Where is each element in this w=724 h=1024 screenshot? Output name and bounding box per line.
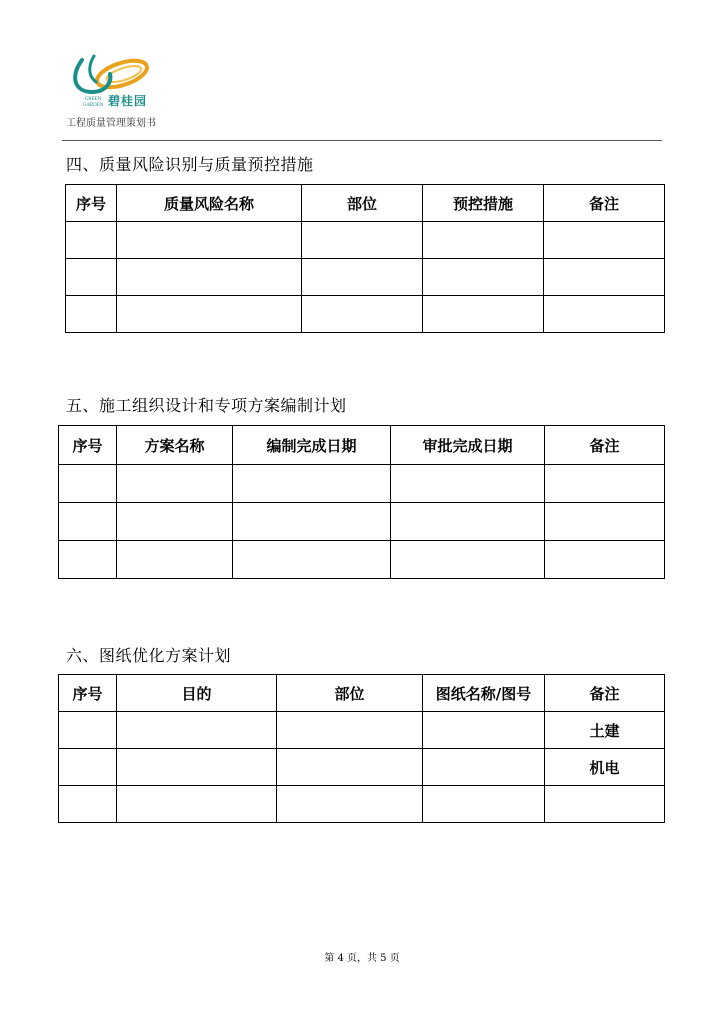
column-header: 序号 (59, 675, 117, 712)
risk-control-table (65, 184, 665, 333)
column-header: 图纸名称/图号 (423, 675, 545, 712)
header-divider (62, 140, 662, 141)
table-row (66, 259, 665, 296)
table-cell (423, 296, 544, 333)
column-header: 预控措施 (423, 185, 544, 222)
table-header-row (66, 185, 665, 222)
table-row (59, 503, 665, 541)
column-header: 备注 (544, 185, 665, 222)
brand-english-line-2: GARDEN (82, 103, 104, 108)
column-header: 序号 (59, 426, 117, 465)
table-cell (423, 712, 545, 749)
table-cell (117, 465, 233, 503)
table-cell (117, 296, 302, 333)
table-cell (117, 259, 302, 296)
construction-plan-table (58, 425, 665, 579)
column-header: 审批完成日期 (391, 426, 545, 465)
table-cell (66, 259, 117, 296)
table-row (66, 296, 665, 333)
table-cell (423, 749, 545, 786)
table-row (59, 749, 665, 786)
table-cell (423, 222, 544, 259)
table-cell (59, 786, 117, 823)
note-cell (545, 503, 665, 541)
section-5-title: 五、施工组织设计和专项方案编制计划 (66, 396, 347, 415)
note-cell: 土建 (545, 712, 665, 749)
section-6-title: 六、图纸优化方案计划 (66, 646, 232, 665)
table-row (59, 786, 665, 823)
table-cell (59, 541, 117, 579)
table-cell (117, 541, 233, 579)
table-row (59, 541, 665, 579)
note-cell (545, 786, 665, 823)
table-row (59, 465, 665, 503)
brand-chinese: 碧桂园 (108, 94, 148, 108)
table-cell (117, 222, 302, 259)
table-row (59, 712, 665, 749)
note-cell (544, 296, 665, 333)
table-cell (302, 259, 423, 296)
brand-english (78, 97, 108, 109)
document-subtitle: 工程质量管理策划书 (66, 118, 156, 129)
table-cell (233, 503, 391, 541)
table-cell (391, 503, 545, 541)
column-header: 备注 (545, 675, 665, 712)
table-cell (277, 786, 423, 823)
note-cell (544, 259, 665, 296)
brand-english-line-1: GREEN (84, 97, 102, 102)
table-row (66, 222, 665, 259)
column-header: 部位 (302, 185, 423, 222)
drawing-optimization-table (58, 674, 665, 823)
note-cell: 机电 (545, 749, 665, 786)
table-cell (117, 712, 277, 749)
note-cell (545, 465, 665, 503)
table-cell (233, 541, 391, 579)
column-header: 序号 (66, 185, 117, 222)
table-cell (277, 712, 423, 749)
column-header: 方案名称 (117, 426, 233, 465)
table-cell (277, 749, 423, 786)
table-cell (66, 296, 117, 333)
table-cell (59, 465, 117, 503)
table-cell (391, 541, 545, 579)
column-header: 备注 (545, 426, 665, 465)
page-number: 第 4 页，共 5 页 (324, 953, 400, 964)
table-cell (302, 222, 423, 259)
note-cell (544, 222, 665, 259)
table-cell (117, 749, 277, 786)
table-cell (423, 259, 544, 296)
table-header-row (59, 675, 665, 712)
table-header-row (59, 426, 665, 465)
note-cell (545, 541, 665, 579)
table-cell (423, 786, 545, 823)
column-header: 质量风险名称 (117, 185, 302, 222)
table-cell (59, 712, 117, 749)
table-cell (117, 503, 233, 541)
column-header: 部位 (277, 675, 423, 712)
column-header: 目的 (117, 675, 277, 712)
table-cell (59, 503, 117, 541)
table-cell (66, 222, 117, 259)
table-cell (302, 296, 423, 333)
section-4-title: 四、质量风险识别与质量预控措施 (66, 155, 314, 174)
table-cell (391, 465, 545, 503)
table-cell (117, 786, 277, 823)
table-cell (59, 749, 117, 786)
column-header: 编制完成日期 (233, 426, 391, 465)
table-cell (233, 465, 391, 503)
